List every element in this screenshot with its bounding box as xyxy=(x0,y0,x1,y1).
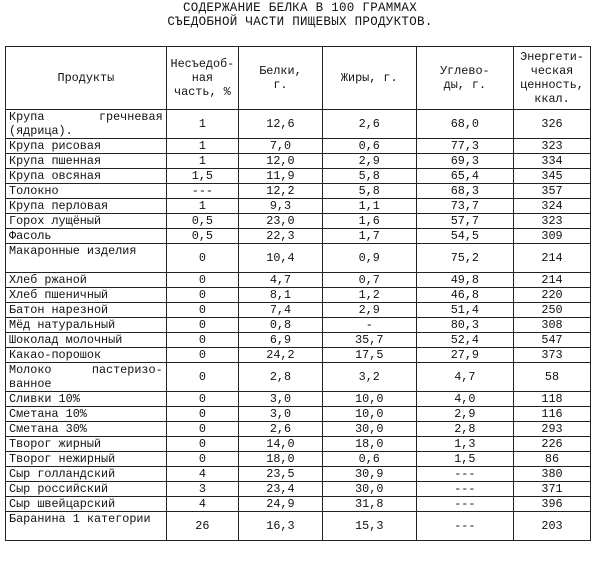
carbs-cell: 2,9 xyxy=(416,407,513,422)
fat-cell: 2,6 xyxy=(322,110,416,139)
carbs-cell: 80,3 xyxy=(416,318,513,333)
fat-cell: 5,8 xyxy=(322,169,416,184)
inedible-cell: 0 xyxy=(166,422,238,437)
fat-cell: 0,6 xyxy=(322,452,416,467)
inedible-cell: 0 xyxy=(166,244,238,273)
fat-cell: 30,0 xyxy=(322,422,416,437)
inedible-cell: 0 xyxy=(166,363,238,392)
fat-cell: 18,0 xyxy=(322,437,416,452)
protein-cell: 12,0 xyxy=(239,154,323,169)
table-row xyxy=(6,303,591,318)
header-protein: Белки, г. xyxy=(239,47,323,110)
product-name-cell: Батон нарезной xyxy=(6,303,167,318)
inedible-cell: 26 xyxy=(166,512,238,541)
energy-cell: 86 xyxy=(514,452,591,467)
table-row xyxy=(6,288,591,303)
carbs-cell: 75,2 xyxy=(416,244,513,273)
product-name-cell: Сыр российский xyxy=(6,482,167,497)
product-name-cell: Творог жирный xyxy=(6,437,167,452)
inedible-cell: 1 xyxy=(166,139,238,154)
fat-cell: 1,6 xyxy=(322,214,416,229)
carbs-cell: 49,8 xyxy=(416,273,513,288)
inedible-cell: 0 xyxy=(166,318,238,333)
carbs-cell: 65,4 xyxy=(416,169,513,184)
header-energy: Энергети- ческая ценность, ккал. xyxy=(514,47,591,110)
product-name-cell: Хлеб ржаной xyxy=(6,273,167,288)
fat-cell: 15,3 xyxy=(322,512,416,541)
fat-cell: 2,9 xyxy=(322,303,416,318)
carbs-cell: --- xyxy=(416,497,513,512)
nutrition-table xyxy=(5,46,591,541)
inedible-cell: 1,5 xyxy=(166,169,238,184)
product-name-cell: Мёд натуральный xyxy=(6,318,167,333)
header-products: Продукты xyxy=(6,47,167,110)
fat-cell: 35,7 xyxy=(322,333,416,348)
protein-cell: 8,1 xyxy=(239,288,323,303)
energy-cell: 323 xyxy=(514,139,591,154)
product-name-cell: Сметана 30% xyxy=(6,422,167,437)
energy-cell: 323 xyxy=(514,214,591,229)
product-name-cell: Сметана 10% xyxy=(6,407,167,422)
protein-cell: 7,4 xyxy=(239,303,323,318)
table-row xyxy=(6,407,591,422)
protein-cell: 14,0 xyxy=(239,437,323,452)
fat-cell: 17,5 xyxy=(322,348,416,363)
protein-cell: 7,0 xyxy=(239,139,323,154)
protein-cell: 23,4 xyxy=(239,482,323,497)
inedible-cell: 0 xyxy=(166,333,238,348)
table-row xyxy=(6,110,591,139)
product-name-cell: Сыр швейцарский xyxy=(6,497,167,512)
carbs-cell: 27,9 xyxy=(416,348,513,363)
table-row xyxy=(6,273,591,288)
inedible-cell: 0 xyxy=(166,273,238,288)
fat-cell: 3,2 xyxy=(322,363,416,392)
inedible-cell: 0 xyxy=(166,392,238,407)
protein-cell: 4,7 xyxy=(239,273,323,288)
energy-cell: 396 xyxy=(514,497,591,512)
header-carbs: Углево- ды, г. xyxy=(416,47,513,110)
carbs-cell: 54,5 xyxy=(416,229,513,244)
protein-cell: 23,5 xyxy=(239,467,323,482)
energy-cell: 293 xyxy=(514,422,591,437)
table-row xyxy=(6,214,591,229)
energy-cell: 250 xyxy=(514,303,591,318)
product-name-cell: Толокно xyxy=(6,184,167,199)
table-row xyxy=(6,467,591,482)
energy-cell: 203 xyxy=(514,512,591,541)
table-row xyxy=(6,318,591,333)
energy-cell: 58 xyxy=(514,363,591,392)
carbs-cell: 4,7 xyxy=(416,363,513,392)
energy-cell: 326 xyxy=(514,110,591,139)
inedible-cell: 1 xyxy=(166,199,238,214)
protein-cell: 16,3 xyxy=(239,512,323,541)
protein-cell: 18,0 xyxy=(239,452,323,467)
protein-cell: 24,2 xyxy=(239,348,323,363)
fat-cell: 5,8 xyxy=(322,184,416,199)
header-inedible: Несъедоб- ная часть, % xyxy=(166,47,238,110)
carbs-cell: 2,8 xyxy=(416,422,513,437)
fat-cell: 0,9 xyxy=(322,244,416,273)
product-name-cell: Фасоль xyxy=(6,229,167,244)
carbs-cell: --- xyxy=(416,512,513,541)
table-row xyxy=(6,184,591,199)
carbs-cell: 51,4 xyxy=(416,303,513,318)
protein-cell: 0,8 xyxy=(239,318,323,333)
protein-cell: 10,4 xyxy=(239,244,323,273)
energy-cell: 226 xyxy=(514,437,591,452)
product-name-cell: Какао-порошок xyxy=(6,348,167,363)
table-row xyxy=(6,482,591,497)
product-name-cell: Молоко пастеризо-ванное xyxy=(6,363,167,392)
energy-cell: 357 xyxy=(514,184,591,199)
header-row xyxy=(6,47,591,110)
protein-cell: 2,6 xyxy=(239,422,323,437)
product-name-cell: Крупа рисовая xyxy=(6,139,167,154)
carbs-cell: 1,5 xyxy=(416,452,513,467)
fat-cell: 10,0 xyxy=(322,392,416,407)
document-title-line-1: СОДЕРЖАНИЕ БЕЛКА В 100 ГРАММАХ xyxy=(182,1,418,15)
carbs-cell: 52,4 xyxy=(416,333,513,348)
table-row xyxy=(6,169,591,184)
product-name-cell: Хлеб пшеничный xyxy=(6,288,167,303)
table-row xyxy=(6,452,591,467)
protein-cell: 3,0 xyxy=(239,407,323,422)
fat-cell: 31,8 xyxy=(322,497,416,512)
product-name-cell: Крупа пшенная xyxy=(6,154,167,169)
protein-cell: 6,9 xyxy=(239,333,323,348)
energy-cell: 334 xyxy=(514,154,591,169)
inedible-cell: 3 xyxy=(166,482,238,497)
energy-cell: 324 xyxy=(514,199,591,214)
carbs-cell: --- xyxy=(416,467,513,482)
energy-cell: 371 xyxy=(514,482,591,497)
fat-cell: 10,0 xyxy=(322,407,416,422)
product-name-cell: Горох лущёный xyxy=(6,214,167,229)
protein-cell: 12,6 xyxy=(239,110,323,139)
table-row xyxy=(6,333,591,348)
table-row xyxy=(6,229,591,244)
inedible-cell: 0,5 xyxy=(166,214,238,229)
energy-cell: 214 xyxy=(514,244,591,273)
product-name-cell: Крупа перловая xyxy=(6,199,167,214)
protein-cell: 2,8 xyxy=(239,363,323,392)
inedible-cell: 0 xyxy=(166,452,238,467)
energy-cell: 220 xyxy=(514,288,591,303)
table-row xyxy=(6,199,591,214)
inedible-cell: 0,5 xyxy=(166,229,238,244)
protein-cell: 9,3 xyxy=(239,199,323,214)
product-name-cell: Крупа овсяная xyxy=(6,169,167,184)
table-row xyxy=(6,363,591,392)
table-row xyxy=(6,497,591,512)
table-row xyxy=(6,348,591,363)
inedible-cell: 0 xyxy=(166,348,238,363)
carbs-cell: 57,7 xyxy=(416,214,513,229)
protein-cell: 22,3 xyxy=(239,229,323,244)
table-row xyxy=(6,437,591,452)
inedible-cell: 0 xyxy=(166,437,238,452)
header-fat: Жиры, г. xyxy=(322,47,416,110)
fat-cell: 30,9 xyxy=(322,467,416,482)
inedible-cell: 1 xyxy=(166,110,238,139)
energy-cell: 309 xyxy=(514,229,591,244)
energy-cell: 547 xyxy=(514,333,591,348)
document-title-line-2: СЪЕДОБНОЙ ЧАСТИ ПИЩЕВЫХ ПРОДУКТОВ. xyxy=(167,15,433,29)
protein-cell: 23,0 xyxy=(239,214,323,229)
table-row xyxy=(6,392,591,407)
carbs-cell: 1,3 xyxy=(416,437,513,452)
product-name-cell: Макаронные изделия xyxy=(6,244,167,273)
table-row xyxy=(6,422,591,437)
carbs-cell: 4,0 xyxy=(416,392,513,407)
carbs-cell: 69,3 xyxy=(416,154,513,169)
inedible-cell: --- xyxy=(166,184,238,199)
protein-cell: 11,9 xyxy=(239,169,323,184)
energy-cell: 214 xyxy=(514,273,591,288)
fat-cell: 30,0 xyxy=(322,482,416,497)
table-row xyxy=(6,139,591,154)
carbs-cell: 77,3 xyxy=(416,139,513,154)
energy-cell: 373 xyxy=(514,348,591,363)
protein-cell: 12,2 xyxy=(239,184,323,199)
fat-cell: 2,9 xyxy=(322,154,416,169)
table-row xyxy=(6,512,591,541)
protein-cell: 24,9 xyxy=(239,497,323,512)
inedible-cell: 0 xyxy=(166,288,238,303)
product-name-cell: Баранина 1 категории xyxy=(6,512,167,541)
carbs-cell: 46,8 xyxy=(416,288,513,303)
fat-cell: - xyxy=(322,318,416,333)
product-name-cell: Крупа гречневая (ядрица). xyxy=(6,110,167,139)
fat-cell: 1,2 xyxy=(322,288,416,303)
inedible-cell: 4 xyxy=(166,467,238,482)
table-row xyxy=(6,154,591,169)
fat-cell: 1,1 xyxy=(322,199,416,214)
carbs-cell: 68,3 xyxy=(416,184,513,199)
carbs-cell: --- xyxy=(416,482,513,497)
energy-cell: 116 xyxy=(514,407,591,422)
fat-cell: 1,7 xyxy=(322,229,416,244)
energy-cell: 308 xyxy=(514,318,591,333)
carbs-cell: 68,0 xyxy=(416,110,513,139)
table-row xyxy=(6,244,591,273)
product-name-cell: Сливки 10% xyxy=(6,392,167,407)
product-name-cell: Творог нежирный xyxy=(6,452,167,467)
product-name-cell: Сыр голландский xyxy=(6,467,167,482)
protein-cell: 3,0 xyxy=(239,392,323,407)
carbs-cell: 73,7 xyxy=(416,199,513,214)
inedible-cell: 4 xyxy=(166,497,238,512)
energy-cell: 118 xyxy=(514,392,591,407)
inedible-cell: 0 xyxy=(166,303,238,318)
inedible-cell: 0 xyxy=(166,407,238,422)
energy-cell: 345 xyxy=(514,169,591,184)
energy-cell: 380 xyxy=(514,467,591,482)
fat-cell: 0,6 xyxy=(322,139,416,154)
fat-cell: 0,7 xyxy=(322,273,416,288)
product-name-cell: Шоколад молочный xyxy=(6,333,167,348)
inedible-cell: 1 xyxy=(166,154,238,169)
